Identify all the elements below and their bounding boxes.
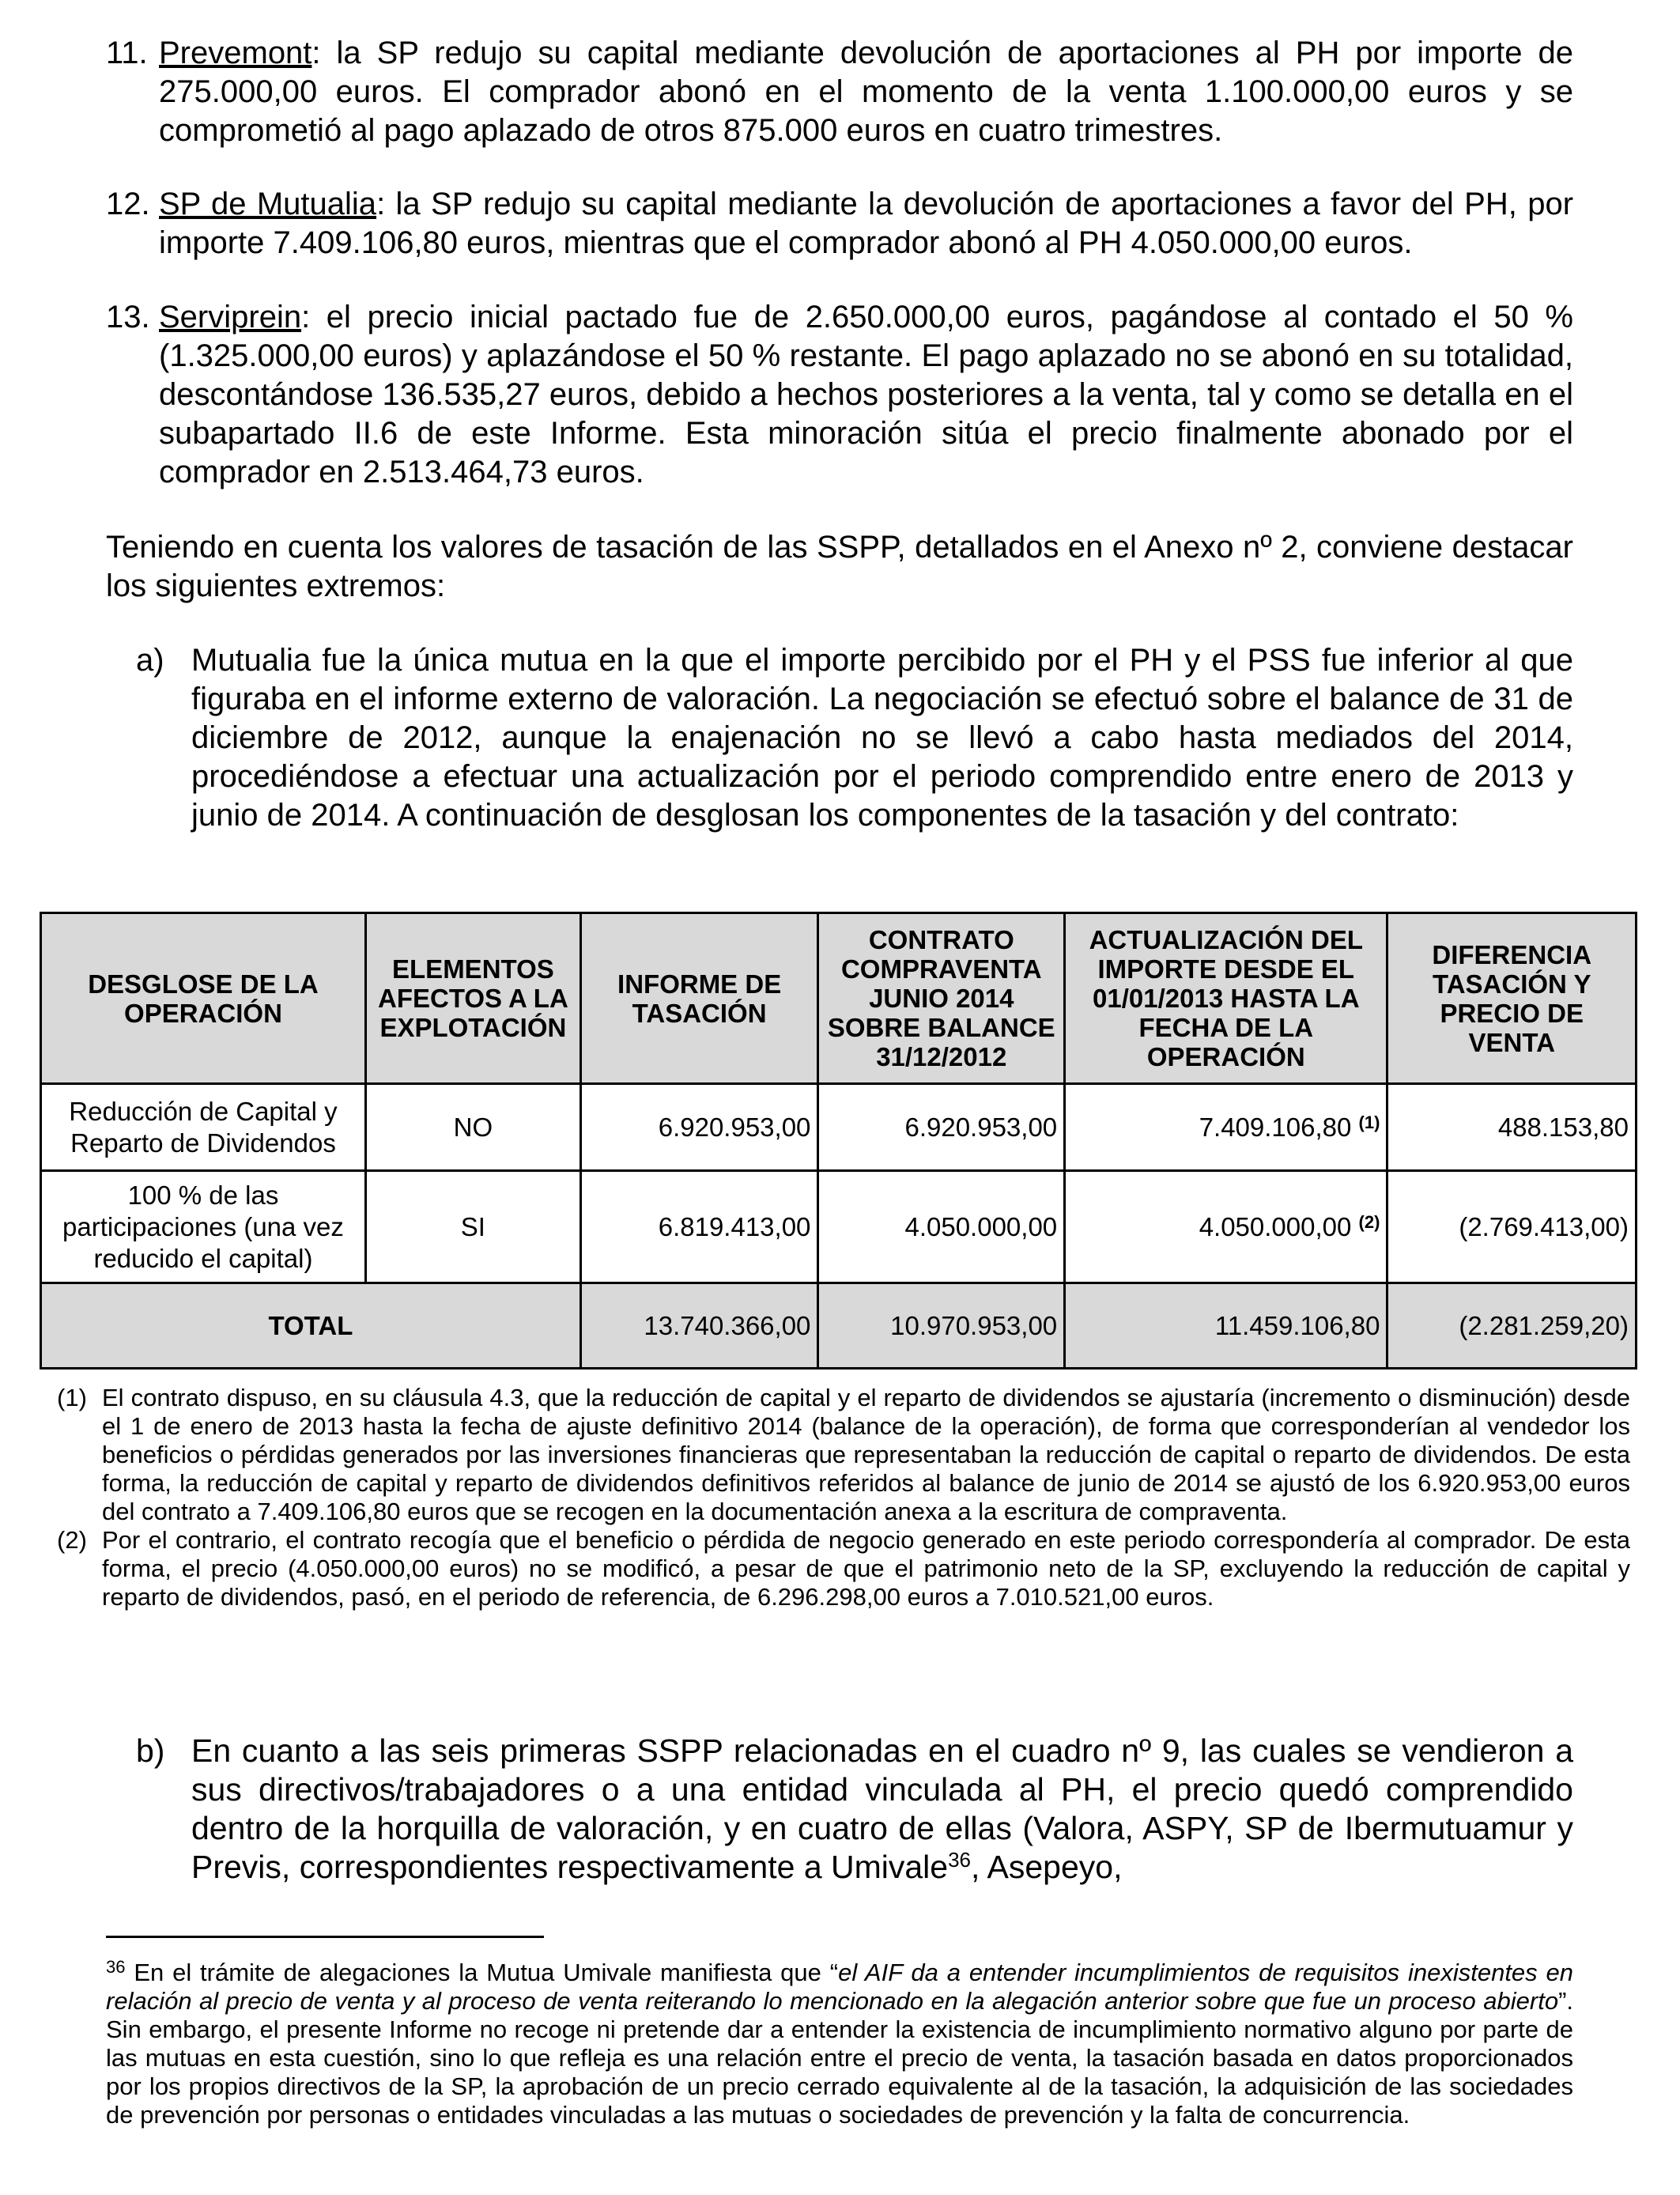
list-item-11 — [106, 34, 1573, 150]
cell-value: 4.050.000,00 — [1199, 1211, 1352, 1241]
list-item-text: : la SP redujo su capital mediante devolución de aportaciones al PH por importe de 275.000,00 euros. El comprador abonó en el momento de la venta 1.100.000,00 euros y se comprometió al pago aplazado de otros 875.000 euros en cuatro trimestres. — [159, 36, 1573, 148]
point-b-body — [136, 1732, 1573, 1887]
table-header-row — [41, 913, 1637, 1084]
note-number: (1) — [57, 1384, 87, 1411]
cell-contrato: 4.050.000,00 — [818, 1171, 1065, 1283]
total-tasacion: 13.740.366,00 — [580, 1283, 818, 1369]
point-b-tail: , Asepeyo, — [971, 1849, 1123, 1885]
list-number: 12. — [106, 187, 150, 221]
header-actualizacion: ACTUALIZACIÓN DEL IMPORTE DESDE EL 01/01/2013 HASTA LA FECHA DE LA OPERACIÓN — [1065, 913, 1387, 1084]
total-diferencia: (2.281.259,20) — [1387, 1283, 1637, 1369]
header-desglose: DESGLOSE DE LA OPERACIÓN — [41, 913, 366, 1084]
table-row — [41, 1171, 1637, 1283]
table-total-row — [41, 1283, 1637, 1369]
footnote-text: ”. Sin embargo, el presente Informe no recoge ni pretende dar a entender la existencia de incumplimiento normativo alguno por parte de las mutuas en esta cuestión, sino lo que refleja es una relación entre el precio de venta, la tasación basada en datos proporcionados por los propios directivos de la SP, la aprobación de un precio cerrado equivalente al de la tasación, la adquisición de las sociedades de prevención por personas o entidades vinculadas a las mutuas o sociedades de prevención y la falta de concurrencia. — [106, 1987, 1573, 2129]
list-item-12 — [106, 185, 1573, 263]
point-label: b) — [136, 1732, 165, 1769]
total-label: TOTAL — [41, 1283, 581, 1369]
list-item-text: : la SP redujo su capital mediante la devolución de aportaciones a favor del PH, por importe 7.409.106,80 euros, mientras que el comprador abonó al PH 4.050.000,00 euros. — [159, 187, 1574, 260]
cell-elementos: SI — [365, 1171, 580, 1283]
entity-name: Prevemont — [159, 36, 312, 70]
table-note-2 — [57, 1526, 1630, 1611]
note-ref: (2) — [1358, 1211, 1380, 1232]
point-b — [136, 1732, 1573, 1887]
point-b-text: En cuanto a las seis primeras SSPP relacionadas en el cuadro nº 9, las cuales se vendieron a sus directivos/trabajadores o a una entidad vinculada al PH, el precio quedó comprendido dentro de la horquilla de valoración, y en cuatro de ellas (Valora, ASPY, SP de Ibermutuamur y Previs, correspondientes respectivamente a Umivale — [191, 1732, 1573, 1885]
header-contrato: CONTRATO COMPRAVENTA JUNIO 2014 SOBRE BALANCE 31/12/2012 — [818, 913, 1065, 1084]
note-text: El contrato dispuso, en su cláusula 4.3, que la reducción de capital y el reparto de dividendos se ajustaría (incremento o disminución) desde el 1 de enero de 2013 hasta la fecha de ajuste definitivo 2014 (balance de la operación), de forma que corresponderían al vendedor los beneficios o pérdidas generados por las inversiones financieras que representaban la reducción de capital o reparto de dividendos. De esta forma, la reducción de capital y reparto de dividendos definitivos referidos al balance de junio de 2014 se ajustó de los 6.920.953,00 euros del contrato a 7.409.106,80 euros que se recogen en la documentación anexa a la escritura de compraventa. — [102, 1384, 1630, 1525]
entity-name: Serviprein — [159, 300, 302, 334]
point-a — [136, 641, 1573, 835]
footnote-quote: el AIF da a entender incumplimientos de requisitos inexistentes en relación al precio de venta y al proceso de venta reiterando lo mencionado en la alegación anterior sobre que fue un proceso abierto — [106, 1959, 1573, 2015]
cell-diferencia: (2.769.413,00) — [1387, 1171, 1637, 1283]
list-number: 13. — [106, 300, 150, 334]
cell-desglose: 100 % de las participaciones (una vez reducido el capital) — [41, 1171, 366, 1283]
note-number: (2) — [57, 1526, 87, 1554]
cell-tasacion: 6.920.953,00 — [580, 1084, 818, 1171]
intro-paragraph: Teniendo en cuenta los valores de tasación de las SSPP, detallados en el Anexo nº 2, conviene destacar los siguientes extremos: — [106, 530, 1573, 603]
note-text: Por el contrario, el contrato recogía que el beneficio o pérdida de negocio generado en este periodo correspondería al comprador. De esta forma, el precio (4.050.000,00 euros) no se modificó, a pesar de que el patrimonio neto de la SP, excluyendo la reducción de capital y reparto de dividendos, pasó, en el periodo de referencia, de 6.296.298,00 euros a 7.010.521,00 euros. — [102, 1526, 1630, 1611]
table-note-1 — [57, 1384, 1630, 1526]
operation-breakdown-table — [40, 912, 1637, 1370]
list-item-body — [106, 185, 1573, 263]
cell-actualizacion — [1065, 1084, 1387, 1171]
list-item-13 — [106, 298, 1573, 492]
footnote-ref: 36 — [948, 1848, 972, 1872]
cell-actualizacion — [1065, 1171, 1387, 1283]
note-ref: (1) — [1358, 1112, 1380, 1132]
list-item-body — [106, 298, 1573, 492]
footnote-number: 36 — [106, 1957, 126, 1977]
entity-name: SP de Mutualia — [159, 187, 377, 221]
list-number: 11. — [106, 36, 148, 70]
cell-elementos: NO — [365, 1084, 580, 1171]
cell-contrato: 6.920.953,00 — [818, 1084, 1065, 1171]
total-actualizacion: 11.459.106,80 — [1065, 1283, 1387, 1369]
table-row — [41, 1084, 1637, 1171]
point-label: a) — [136, 643, 164, 678]
cell-tasacion: 6.819.413,00 — [580, 1171, 818, 1283]
header-elementos: ELEMENTOS AFECTOS A LA EXPLOTACIÓN — [365, 913, 580, 1084]
cell-desglose: Reducción de Capital y Reparto de Dividendos — [41, 1084, 366, 1171]
cell-diferencia: 488.153,80 — [1387, 1084, 1637, 1171]
header-tasacion: INFORME DE TASACIÓN — [580, 913, 818, 1084]
total-contrato: 10.970.953,00 — [818, 1283, 1065, 1369]
footnote-36 — [106, 1959, 1573, 2129]
table-notes — [57, 1384, 1630, 1611]
header-diferencia: DIFERENCIA TASACIÓN Y PRECIO DE VENTA — [1387, 913, 1637, 1084]
footnote-lead: En el trámite de alegaciones la Mutua Umivale manifiesta que “ — [125, 1959, 839, 1986]
point-a-text: Mutualia fue la única mutua en la que el importe percibido por el PH y el PSS fue inferior al que figuraba en el informe externo de valoración. La negociación se efectuó sobre el balance de 31 de diciembre de 2012, aunque la enajenación no se llevó a cabo hasta mediados del 2014, procediéndose a efectuar una actualización por el periodo comprendido entre enero de 2013 y junio de 2014. A continuación de desglosan los componentes de la tasación y del contrato: — [191, 643, 1573, 833]
cell-value: 7.409.106,80 — [1199, 1112, 1352, 1142]
list-item-text: : el precio inicial pactado fue de 2.650.000,00 euros, pagándose al contado el 50 % (1.325.000,00 euros) y aplazándose el 50 % restante. El pago aplazado no se abonó en su totalidad, descontándose 136.535,27 euros, debido a hechos posteriores a la venta, tal y como se detalla en el subapartado II.6 de este Informe. Esta minoración sitúa el precio finalmente abonado por el comprador en 2.513.464,73 euros. — [159, 300, 1573, 489]
footnote-separator — [106, 1936, 544, 1938]
list-item-body — [106, 34, 1573, 150]
